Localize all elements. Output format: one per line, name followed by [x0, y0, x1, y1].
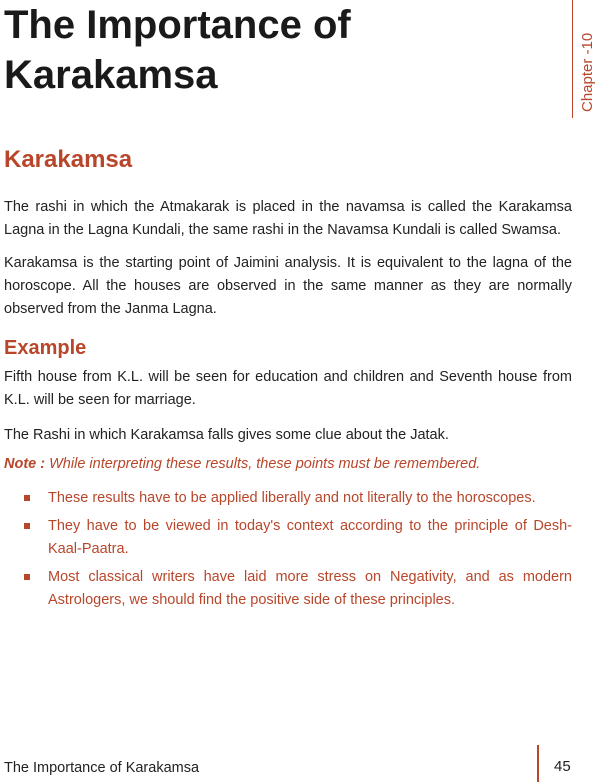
bullet-text: These results have to be applied liberally and not literally to the horoscopes.: [48, 490, 536, 506]
list-item: [0, 566, 572, 612]
chapter-label: Chapter -10: [579, 32, 596, 112]
paragraph-jaimini: Karakamsa is the starting point of Jaimini analysis. It is equivalent to the lagna of the horoscope. All the houses are observed in the same manner as they are normally observed from the Janma Lagna.: [4, 255, 572, 317]
note-text: While interpreting these results, these points must be remembered.: [49, 456, 481, 472]
list-item: [0, 515, 572, 561]
bullet-text: Most classical writers have laid more stress on Negativity, and as modern Astrologers, we should find the positive side of these principles.: [48, 569, 572, 608]
paragraph-example-rashi: The Rashi in which Karakamsa falls gives some clue about the Jatak.: [4, 427, 449, 443]
paragraph-example-houses: Fifth house from K.L. will be seen for education and children and Seventh house from K.L. will be seen for marriage.: [4, 369, 572, 408]
note-label: Note :: [4, 456, 46, 472]
page-title: [4, 0, 524, 100]
page-number: 45: [554, 758, 571, 775]
list-item: [0, 487, 572, 510]
paragraph-definition: The rashi in which the Atmakarak is placed in the navamsa is called the Karakamsa Lagna in the Lagna Kundali, the same rashi in the Navamsa Kundali is called Swamsa.: [4, 199, 572, 238]
square-bullet-icon: [24, 495, 30, 501]
page-title-line-2: Karakamsa: [4, 53, 218, 97]
square-bullet-icon: [24, 574, 30, 580]
footer-divider: [537, 745, 539, 782]
note-bullet-list: [0, 487, 600, 617]
bullet-text: They have to be viewed in today's context according to the principle of Desh-Kaal-Paatra.: [48, 518, 572, 557]
example-heading: Example: [4, 337, 87, 359]
footer-running-title: The Importance of Karakamsa: [4, 760, 200, 776]
square-bullet-icon: [24, 523, 30, 529]
page-title-line-1: The Importance of: [4, 3, 351, 47]
section-heading: Karakamsa: [4, 146, 133, 173]
note-line: [4, 456, 572, 472]
